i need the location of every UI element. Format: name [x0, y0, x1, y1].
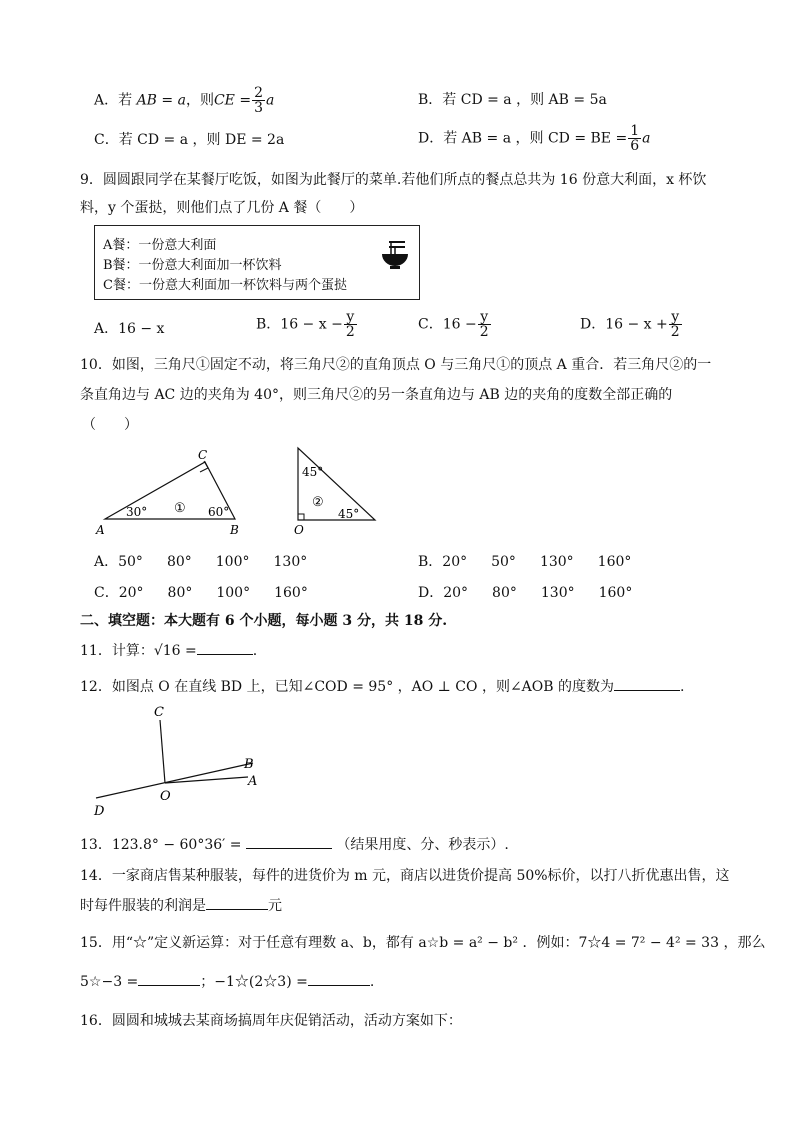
q16-line1: 16．圆圆和城城去某商场搞周年庆促销活动，活动方案如下：	[80, 1013, 462, 1029]
q9-line2: 料，y 个蛋挞，则他们点了几份 A 餐（ ）	[80, 200, 364, 216]
q10-option-c: C．20° 80° 100° 160°	[94, 585, 308, 601]
triangle-1-figure	[90, 444, 250, 539]
tri2-mark: ②	[312, 495, 324, 510]
q12-figure	[88, 700, 268, 820]
triangle-2-figure	[290, 442, 385, 537]
q14-line2: 时每件服装的利润是 元	[80, 895, 282, 915]
q12-label-b: B	[244, 757, 254, 772]
q9-line1: 9．圆圆跟同学在某餐厅吃饭，如图为此餐厅的菜单.若他们所点的餐点总共为 16 份意大利面，x 杯饮	[80, 172, 707, 188]
q9-option-a: A．16 − x	[94, 321, 165, 337]
tri1-angle-b: 60°	[208, 505, 230, 519]
tri1-label-b: B	[230, 523, 239, 537]
menu-item-c: C餐：一份意大利面加一杯饮料与两个蛋挞	[103, 278, 347, 293]
q8-option-a: A．若 AB = a，则CE = $\frac{2}{3}$ a	[94, 85, 275, 116]
q9-option-d: D．16 − x + $\frac{y}{2}$	[580, 309, 680, 340]
tri2-angle-right: 45°	[338, 507, 360, 521]
q12-label-c: C	[154, 705, 164, 720]
noodle-bowl-icon	[381, 240, 409, 272]
tri2-label-o: O	[294, 523, 304, 537]
q10-line3: （ ）	[82, 417, 138, 433]
q8-option-b: B．若 CD = a ，则 AB = 5a	[418, 92, 607, 108]
q8-option-d: D．若 AB = a ，则 CD = BE = $\frac{1}{6}$ a	[418, 123, 651, 154]
q15-line2: 5☆−3 = ；−1☆(2☆3) = .	[80, 971, 374, 991]
tri2-angle-top: 45°	[302, 465, 324, 479]
tri1-mark: ①	[174, 501, 186, 516]
q12-label-o: O	[160, 789, 171, 804]
tri1-label-c: C	[198, 448, 208, 462]
menu-item-a: A餐：一份意大利面	[103, 238, 217, 253]
q11: 11．计算：√16 = .	[80, 640, 257, 660]
tri1-label-a: A	[96, 523, 105, 537]
q10-line1: 10．如图，三角尺①固定不动，将三角尺②的直角顶点 O 与三角尺①的顶点 A 重合．若三角尺②的一	[80, 357, 712, 373]
section-2-heading: 二、填空题：本大题有 6 个小题，每小题 3 分，共 18 分.	[80, 613, 448, 629]
q10-option-d: D．20° 80° 130° 160°	[418, 585, 633, 601]
q8-option-c: C．若 CD = a ，则 DE = 2a	[94, 132, 285, 148]
q10-line2: 条直角边与 AC 边的夹角为 40°，则三角尺②的另一条直角边与 AB 边的夹角的度数全部正确的	[80, 387, 673, 403]
q12-label-d: D	[94, 804, 105, 819]
q12-label-a: A	[248, 774, 258, 789]
tri1-angle-a: 30°	[126, 505, 148, 519]
menu-box	[94, 225, 420, 300]
q9-option-b: B．16 − x − $\frac{y}{2}$	[256, 309, 355, 340]
q13: 13．123.8° − 60°36′ = （结果用度、分、秒表示）.	[80, 834, 509, 854]
q10-option-b: B．20° 50° 130° 160°	[418, 554, 632, 570]
q10-option-a: A．50° 80° 100° 130°	[94, 554, 308, 570]
q9-option-c: C．16 − $\frac{y}{2}$	[418, 309, 489, 340]
q12: 12．如图点 O 在直线 BD 上，已知∠COD = 95° ，AO ⊥ CO ，则∠AOB 的度数为 .	[80, 676, 684, 696]
q14-line1: 14．一家商店售某种服装，每件的进货价为 m 元，商店以进货价提高 50%标价，以打八折优惠出售，这	[80, 868, 730, 884]
menu-item-b: B餐：一份意大利面加一杯饮料	[103, 258, 282, 273]
q15-line1: 15．用“☆”定义新运算：对于任意有理数 a、b，都有 a☆b = a² − b² ．例如：7☆4 = 7² − 4² = 33 ，那么	[80, 935, 766, 951]
